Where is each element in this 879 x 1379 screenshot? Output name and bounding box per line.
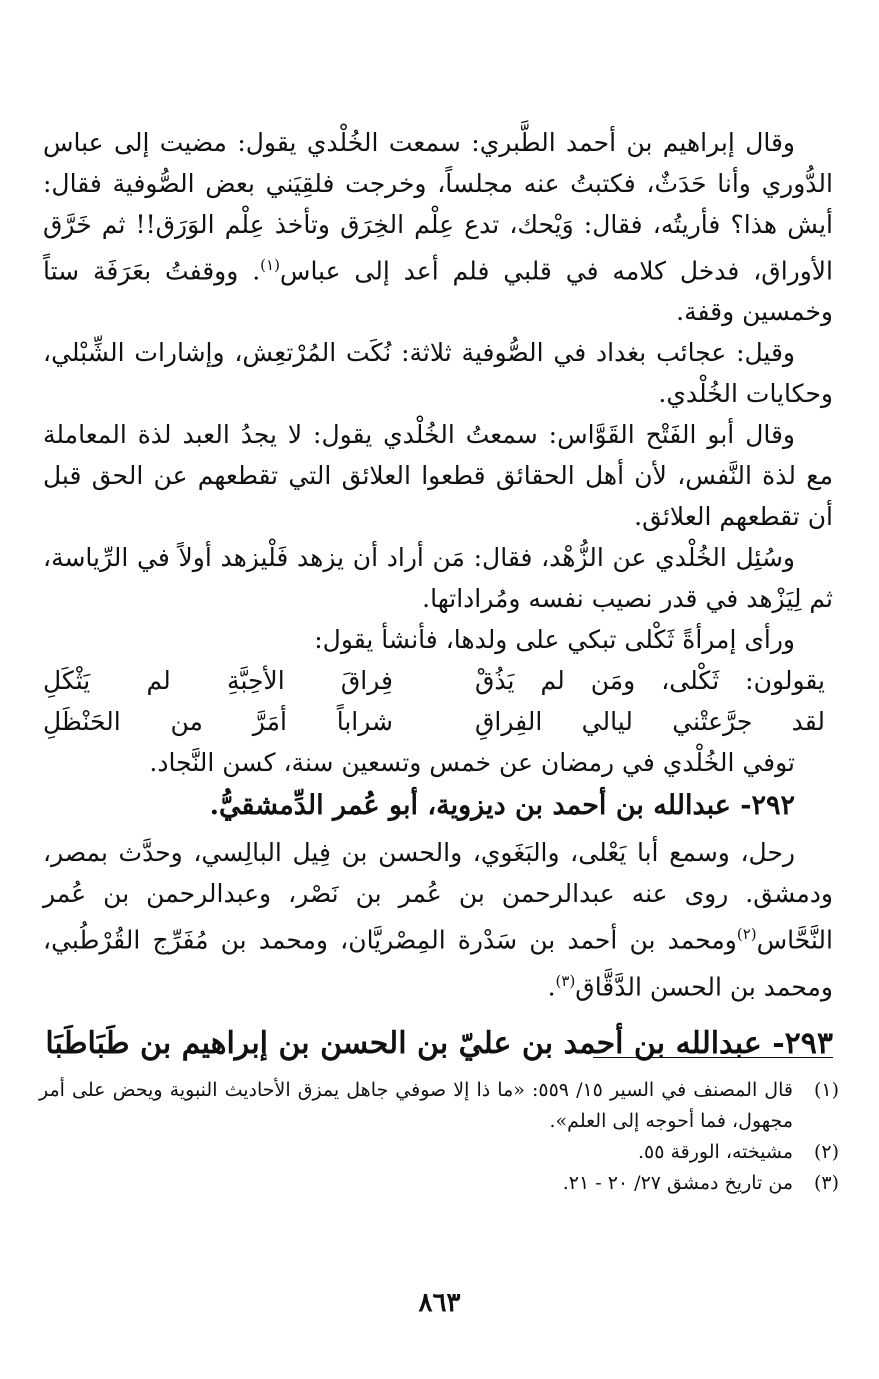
paragraph-tail: . — [547, 971, 556, 1001]
footnote — [39, 1168, 839, 1199]
poem — [43, 660, 833, 742]
entry-heading-292: ٢٩٢- عبدالله بن أحمد بن ديزوية، أبو عُمر الدِّمشقيُّ. — [209, 790, 795, 822]
footnote-number: (٣) — [813, 1172, 839, 1194]
main-text — [43, 122, 833, 1070]
footnote — [39, 1075, 839, 1137]
poem-hemistich-second: شراباً أمَرَّ من الحَنْظَلِ — [43, 707, 393, 737]
paragraph-text: رحل، وسمع أبا يَعْلى، والبَغَوي، والحسن بن فِيل البالِسي، وحدَّث بمصر، ودمشق. روى عنه عبدالرحمن بن عُمر بن نَصْر، وعبدالرحمن بن عُمر النَّحَّاس — [43, 838, 833, 955]
paragraph-wonders: وقيل: عجائب بغداد في الصُّوفية ثلاثة: نُكَت المُرْتعِش، وإشارات الشِّبْلي، وحكايات الخُلْدي. — [43, 338, 833, 409]
footnote — [39, 1137, 839, 1168]
footnote-separator — [593, 1057, 833, 1058]
paragraph-entry-292 — [43, 832, 833, 1007]
poem-verse — [43, 701, 833, 742]
paragraph-tail: . ووقفتُ بعَرَفَة ستاً وخمسين وقفة. — [43, 256, 833, 327]
poem-hemistich-first: يقولون: ثَكْلى، ومَن لم يَذُقْ — [475, 666, 825, 696]
paragraph-qawwas: وقال أبو الفَتْح القَوَّاس: سمعتُ الخُلْدي يقول: لا يجدُ العبد لذة المعاملة مع لذة النَّفس، لأن أهل الحقائق قطعوا العلائق التي تقطعهم عن الحق قبل أن تقطعهم العلائق. — [43, 420, 833, 532]
paragraph-text: ومحمد بن أحمد بن سَدْرة المِصْريَّان، ومحمد بن مُفَرِّج القُرْطُبي، ومحمد بن الحسن الدَّقَّاق — [43, 925, 833, 1001]
footnotes — [39, 1075, 839, 1199]
paragraph-text: وقال إبراهيم بن أحمد الطَّبري: سمعت الخُلْدي يقول: مضيت إلى عباس الدُّوري وأنا حَدَثٌ، فكتبتُ عنه مجلساً، وخرجت فلقِيَني بعض الصُّوفية فقال: أيش هذا؟ فأريتُه، فقال: وَيْحك، تدع عِلْم الخِرَق وتأخذ عِلْم الوَرَق!! ثم خَرَّق الأوراق، فدخل كلامه في قلبي فلم أعد إلى عباس — [43, 128, 833, 286]
paragraph-poem-intro: ورأى إمرأةً ثَكْلى تبكي على ولدها، فأنشأ يقول: — [314, 625, 795, 655]
paragraph-death: توفي الخُلْدي في رمضان عن خمس وتسعين سنة، كسن النَّجاد. — [149, 748, 795, 778]
entry-heading-293: ٢٩٣- عبدالله بن أحمد بن عليّ بن الحسن بن إبراهيم بن طَبَاطَبَا — [45, 1025, 833, 1061]
footnote-number: (١) — [813, 1079, 839, 1101]
paragraph-tabari — [43, 122, 833, 332]
footnote-text: مشيخته، الورقة ٥٥. — [637, 1141, 793, 1163]
page-number: ٨٦٣ — [418, 1288, 461, 1318]
poem-verse — [43, 660, 833, 701]
footnote-marker[interactable]: (٢) — [736, 925, 757, 944]
footnote-marker[interactable]: (١) — [260, 256, 280, 274]
paragraph-zuhd: وسُئِل الخُلْدي عن الزُّهْد، فقال: مَن أراد أن يزهد فَلْيزهد أولاً في الرِّياسة، ثم لِيَزْهد في قدر نصيب نفسه ومُراداتها. — [43, 543, 833, 614]
footnote-text: من تاريخ دمشق ٢٧/ ٢٠ - ٢١. — [562, 1172, 793, 1194]
poem-hemistich-second: فِراقَ الأحِبَّةِ لم يَثْكَلِ — [43, 666, 393, 696]
poem-hemistich-first: لقد جرَّعتْني ليالي الفِراقِ — [475, 707, 825, 737]
footnote-text: قال المصنف في السير ١٥/ ٥٥٩: «ما ذا إلا صوفي جاهل يمزق الأحاديث النبوية ويحض على أمر مجهول، فما أحوجه إلى العلم». — [39, 1079, 793, 1132]
footnote-marker[interactable]: (٣) — [555, 971, 576, 990]
footnote-number: (٢) — [813, 1141, 839, 1163]
